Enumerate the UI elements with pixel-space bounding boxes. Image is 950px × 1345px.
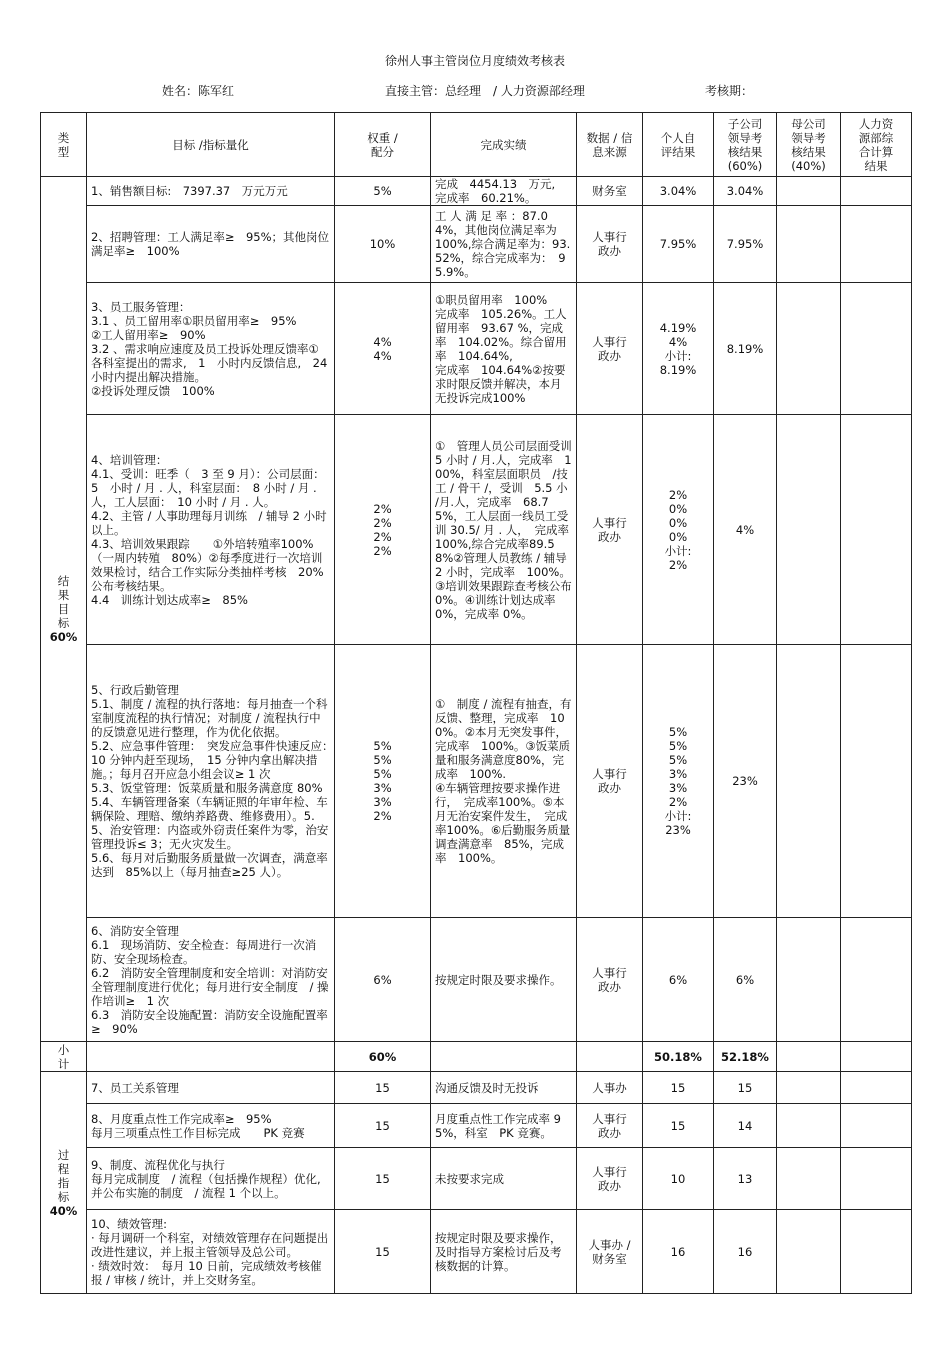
sub-leader-cell: 8.19% [714, 283, 777, 415]
weight-cell: 15 [335, 1210, 431, 1294]
header-target: 目标 /指标量化 [87, 113, 335, 177]
parent-leader-cell [777, 1042, 841, 1072]
actual-cell: 沟通反馈及时无投诉 [431, 1072, 577, 1104]
actual-cell: ①职员留用率 100% 完成率 105.26%。工人留用率 93.67 %，完成率 104.02%。综合留用率 104.64%, 完成率 104.64%②按要求时限反馈并解决，本月无投诉完成100% [431, 283, 577, 415]
sub-leader-cell: 23% [714, 645, 777, 918]
self-eval-cell: 6% [643, 918, 714, 1042]
source-cell: 人事行 政办 [577, 918, 643, 1042]
sub-leader-cell: 13 [714, 1148, 777, 1210]
weight-cell: 5% [335, 177, 431, 206]
hr-result-cell [841, 177, 912, 206]
form-title: 徐州人事主管岗位月度绩效考核表 [384, 54, 565, 68]
header-hr: 人力资 源部综 合计算 结果 [841, 113, 912, 177]
header-actual: 完成实绩 [431, 113, 577, 177]
actual-cell: 未按要求完成 [431, 1148, 577, 1210]
weight-cell: 15 [335, 1104, 431, 1148]
table-row [41, 206, 912, 283]
hr-result-cell [841, 1072, 912, 1104]
source-cell: 人事办 / 财务室 [577, 1210, 643, 1294]
parent-leader-cell [777, 1148, 841, 1210]
target-cell: 2、招聘管理：工人满足率≥ 95%；其他岗位满足率≥ 100% [87, 206, 335, 283]
actual-cell: 按规定时限及要求操作，及时指导方案检讨后及考核数据的计算。 [431, 1210, 577, 1294]
self-eval-cell: 3.04% [643, 177, 714, 206]
weight-cell: 4% 4% [335, 283, 431, 415]
sub-leader-cell: 15 [714, 1072, 777, 1104]
header-row [41, 113, 912, 177]
source-cell [577, 1042, 643, 1072]
source-cell: 财务室 [577, 177, 643, 206]
target-cell: 5、行政后勤管理 5.1、制度 / 流程的执行落地：每月抽查一个科室制度流程的执行情况；对制度 / 流程执行中的反馈意见进行整理，作为优化依据。 5.2、应急事件管理： 突发应急事件快速反应： 10 分钟内赶至现场， 15 分钟内拿出解决措施。；每月召开应急小组会议≥ 1 次 5.3、饭堂管理：饭菜质量和服务满意度 80% 5.4、车辆管理备案（车辆证照的年审年检、车辆保险、理赔、缴纳养路费、维修费用）。5.5、治安管理：内盗或外窃责任案件为零，治安管理投诉≤ 3；无火灾发生。 5.6、每月对后勤服务质量做一次调查，满意率达到 85%以上（每月抽查≥25 人）。 [87, 645, 335, 918]
subtotal-label: 小 计 [41, 1042, 87, 1072]
header-self: 个人自 评结果 [643, 113, 714, 177]
parent-leader-cell [777, 1072, 841, 1104]
target-cell [87, 1042, 335, 1072]
table-row [41, 1072, 912, 1104]
target-cell: 1、销售额目标: 7397.37 万元万元 [87, 177, 335, 206]
table-row [41, 1148, 912, 1210]
self-eval-cell: 4.19% 4% 小计: 8.19% [643, 283, 714, 415]
self-eval-cell: 7.95% [643, 206, 714, 283]
section-percent: 60% [49, 630, 78, 644]
hr-result-cell [841, 283, 912, 415]
source-cell: 人事行 政办 [577, 1104, 643, 1148]
source-cell: 人事办 [577, 1072, 643, 1104]
section-result-goals [41, 177, 87, 1042]
self-eval-cell: 5% 5% 5% 3% 3% 2% 小计: 23% [643, 645, 714, 918]
table-row [41, 918, 912, 1042]
weight-cell: 15 [335, 1148, 431, 1210]
hr-result-cell [841, 1148, 912, 1210]
parent-leader-cell [777, 918, 841, 1042]
source-cell: 人事行 政办 [577, 645, 643, 918]
self-eval-cell: 10 [643, 1148, 714, 1210]
hr-result-cell [841, 1104, 912, 1148]
target-cell: 6、消防安全管理 6.1 现场消防、安全检查：每周进行一次消防、安全现场检查。 6.2 消防安全管理制度和安全培训：对消防安全管理制度进行优化；每月进行安全制度 / 操作培训≥ 1 次 6.3 消防安全设施配置：消防安全设施配置率≥ 90% [87, 918, 335, 1042]
table-row [41, 645, 912, 918]
parent-leader-cell [777, 415, 841, 645]
section-percent: 40% [49, 1203, 78, 1218]
parent-leader-cell [777, 1210, 841, 1294]
sub-leader-cell: 7.95% [714, 206, 777, 283]
weight-cell: 10% [335, 206, 431, 283]
table-row [41, 1210, 912, 1294]
actual-cell: 按规定时限及要求操作。 [431, 918, 577, 1042]
source-cell: 人事行 政办 [577, 206, 643, 283]
actual-cell: 工 人 满 足 率 ：87.04%，其他岗位满足率为 100%,综合满足率为：93.52%，综合完成率为： 95.9%。 [431, 206, 577, 283]
subtotal-row [41, 1042, 912, 1072]
table-row [41, 415, 912, 645]
sub-leader-cell: 16 [714, 1210, 777, 1294]
parent-leader-cell [777, 645, 841, 918]
parent-leader-cell [777, 206, 841, 283]
hr-result-cell [841, 918, 912, 1042]
weight-cell: 6% [335, 918, 431, 1042]
weight-cell: 15 [335, 1072, 431, 1104]
actual-cell: 月度重点性工作完成率 95%，科室 PK 竞赛。 [431, 1104, 577, 1148]
sub-leader-cell: 3.04% [714, 177, 777, 206]
parent-leader-cell [777, 283, 841, 415]
table-row [41, 1104, 912, 1148]
self-eval-cell: 15 [643, 1072, 714, 1104]
actual-cell: 完成 4454.13 万元, 完成率 60.21%。 [431, 177, 577, 206]
subtotal-weight: 60% [335, 1042, 431, 1072]
header-type: 类 型 [41, 113, 87, 177]
self-eval-cell: 16 [643, 1210, 714, 1294]
review-period: 考核期： [705, 84, 754, 98]
performance-table [40, 112, 912, 1294]
direct-supervisor: 直接主管：总经理 / 人力资源部经理 [385, 84, 585, 98]
source-cell: 人事行 政办 [577, 283, 643, 415]
actual-cell: ① 管理人员公司层面受训 5 小时 / 月.人，完成率 100%，科室层面职员 /技工 / 骨干 /，受训 5.5 小 /月.人，完成率 68.75%，工人层面一线员工受训 30.5/ 月 . 人， 完成率100%,综合完成率89.58%②管理人员教练 / 辅导 2 小时，完成率 100%。③培训效果跟踪查考核公布 0%。④训练计划达成率 0%，完成率 0%。 [431, 415, 577, 645]
header-source: 数据 / 信 息来源 [577, 113, 643, 177]
self-eval-cell: 15 [643, 1104, 714, 1148]
section-label: 过 程 指 标 [57, 1147, 70, 1204]
target-cell: 4、培训管理： 4.1、受训：旺季（ 3 至 9 月）：公司层面： 5 小时 / 月 . 人，科室层面： 8 小时 / 月 . 人，工人层面： 10 小时 / 月 . 人。 4.2、主管 / 人事助理每月训练 / 辅导 2 小时以上。 4.3、培训效果跟踪 ①外培转殖率100%（一周内转殖 80%）②每季度进行一次培训效果检讨，结合工作实际分类抽样考核 20% 公布考核结果。 4.4 训练计划达成率≥ 85% [87, 415, 335, 645]
actual-cell: ① 制度 / 流程有抽查，有反馈、整理，完成率 100%。②本月无突发事件，完成率 100%。③饭菜质量和服务满意度80%，完成率 100%. ④车辆管理按要求操作进行， 完成率100%。⑤本月无治安案件发生， 完成率100%。⑥后勤服务质量调查满意率 85%，完成率 100%。 [431, 645, 577, 918]
target-cell: 9、制度、流程优化与执行 每月完成制度 / 流程（包括操作规程）优化, 并公布实施的制度 / 流程 1 个以上。 [87, 1148, 335, 1210]
sub-leader-cell: 6% [714, 918, 777, 1042]
subtotal-self: 50.18% [643, 1042, 714, 1072]
hr-result-cell [841, 415, 912, 645]
source-cell: 人事行 政办 [577, 1148, 643, 1210]
hr-result-cell [841, 645, 912, 918]
hr-result-cell [841, 1042, 912, 1072]
self-eval-cell: 2% 0% 0% 0% 小计: 2% [643, 415, 714, 645]
section-label: 结 果 目 标 [57, 574, 70, 630]
table-row [41, 177, 912, 206]
weight-cell: 5% 5% 5% 3% 3% 2% [335, 645, 431, 918]
target-cell: 8、月度重点性工作完成率≥ 95% 每月三项重点性工作目标完成 PK 竞赛 [87, 1104, 335, 1148]
employee-name: 姓名：陈军红 [162, 84, 235, 98]
parent-leader-cell [777, 1104, 841, 1148]
header-weight: 权重 / 配分 [335, 113, 431, 177]
parent-leader-cell [777, 177, 841, 206]
section-process-indicators [41, 1072, 87, 1294]
header-sub-leader: 子公司 领导考 核结果 (60%) [714, 113, 777, 177]
weight-cell: 2% 2% 2% 2% [335, 415, 431, 645]
sub-leader-cell: 14 [714, 1104, 777, 1148]
target-cell: 7、员工关系管理 [87, 1072, 335, 1104]
hr-result-cell [841, 1210, 912, 1294]
sub-leader-cell: 4% [714, 415, 777, 645]
subtotal-sub-leader: 52.18% [714, 1042, 777, 1072]
target-cell: 10、绩效管理: · 每月调研一个科室，对绩效管理存在问题提出改进性建议，并上报主管领导及总公司。 · 绩效时效： 每月 10 日前，完成绩效考核催报 / 审核 / 统计，并上交财务室。 [87, 1210, 335, 1294]
table-row [41, 283, 912, 415]
hr-result-cell [841, 206, 912, 283]
header-parent-leader: 母公司 领导考 核结果 (40%) [777, 113, 841, 177]
actual-cell [431, 1042, 577, 1072]
source-cell: 人事行 政办 [577, 415, 643, 645]
target-cell: 3、员工服务管理： 3.1 、员工留用率①职员留用率≥ 95% ②工人留用率≥ 90% 3.2 、需求响应速度及员工投诉处理反馈率①各科室提出的需求, 1 小时内反馈信息, 24 小时内提出解决措施。 ②投诉处理反馈 100% [87, 283, 335, 415]
